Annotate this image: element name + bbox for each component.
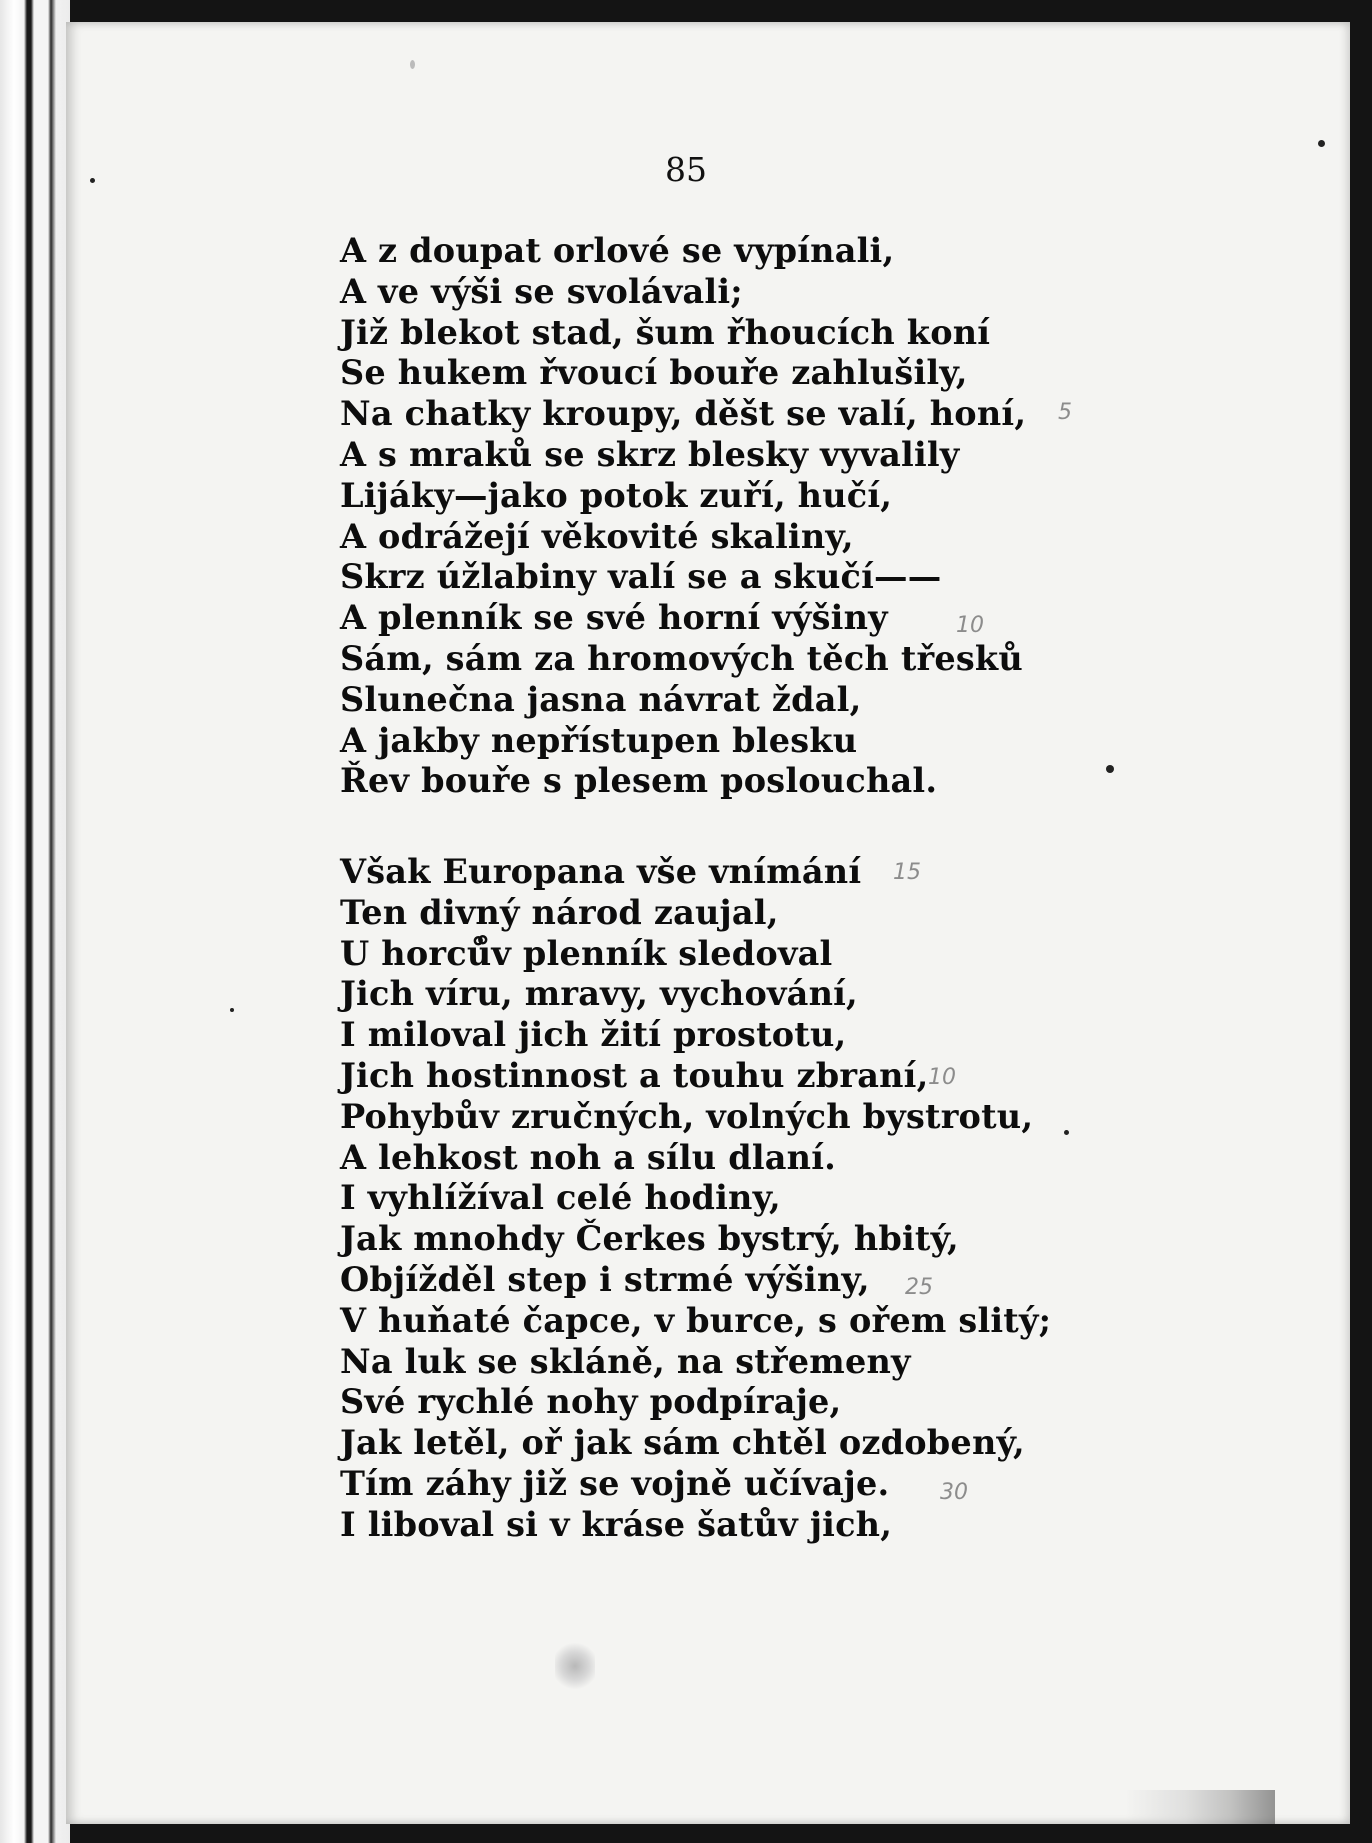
paper-stain — [555, 1642, 595, 1690]
poem-line: Své rychlé nohy podpíraje, — [340, 1382, 842, 1422]
poem-line: Jich víru, mravy, vychování, — [340, 974, 858, 1014]
poem-line: A odrážejí věkovité skaliny, — [340, 516, 854, 556]
ink-speck — [410, 60, 415, 69]
poem-line: Na chatky kroupy, děšt se valí, honí, — [340, 394, 1027, 434]
poem-line: Jak letěl, oř jak sám chtěl ozdobený, — [340, 1423, 1025, 1463]
poem-line: Se hukem řvoucí bouře zahlušily, — [340, 353, 968, 393]
ink-speck — [1318, 140, 1325, 147]
page-number: 85 — [665, 150, 707, 189]
poem-line: U horců̊v plenník sledoval — [340, 933, 833, 973]
poem-line: Ten divný národ zaujal, — [340, 892, 779, 932]
poem-line: Sám, sám za hromových těch třesků — [340, 638, 1023, 678]
margin-line-number: 25 — [905, 1275, 933, 1300]
poem-line: Jich hostinnost a touhu zbraní, — [340, 1055, 929, 1095]
poem-line: Skrz úžlabiny valí se a skučí—— — [340, 557, 942, 597]
margin-line-number: 10 — [928, 1065, 956, 1090]
poem-line: Na luk se skláně, na střemeny — [340, 1341, 911, 1381]
poem-line: Slunečna jasna návrat ždal, — [340, 679, 862, 719]
poem-line: A lehkost noh a sílu dlaní. — [340, 1137, 837, 1177]
poem-line: V huňaté čapce, v burce, s ořem slitý; — [340, 1300, 1052, 1340]
poem-line: A s mraků se skrz blesky vyvalily — [340, 434, 960, 474]
poem-line: Objížděl step i strmé výšiny, — [340, 1259, 870, 1299]
poem-line: A ve výši se svolávali; — [340, 271, 743, 311]
book-binding-edge — [0, 0, 70, 1843]
stanza-2 — [340, 852, 1051, 1546]
poem-line: A plenník se své horní výšiny — [340, 598, 888, 638]
margin-line-number: 15 — [893, 860, 921, 885]
poem-line: Řev bouře s plesem poslouchal. — [340, 761, 938, 801]
poem-line: Jak mnohdy Čerkes bystrý, hbitý, — [340, 1219, 959, 1259]
margin-line-number: 10 — [956, 613, 984, 638]
stanza-1 — [340, 231, 1026, 802]
ink-speck — [1064, 1130, 1069, 1135]
margin-line-number: 5 — [1058, 400, 1072, 425]
poem-line: Lijáky—jako potok zuří, hučí, — [340, 475, 893, 515]
poem-line: A jakby nepřístupen blesku — [340, 720, 858, 760]
poem-line: I vyhlížíval celé hodiny, — [340, 1178, 781, 1218]
page-corner-wear — [1125, 1790, 1275, 1824]
poem-line: Však Europana vše vnímání — [340, 852, 862, 891]
poem-line: A z doupat orlové se vypínali, — [340, 231, 895, 270]
poem-line: Již blekot stad, šum řhoucích koní — [340, 312, 991, 352]
poem-line: Pohybův zručných, volných bystrotu, — [340, 1096, 1034, 1136]
poem-line: I miloval jich žití prostotu, — [340, 1015, 847, 1055]
ink-speck — [1106, 765, 1114, 773]
poem-line: Tím záhy již se vojně učívaje. — [340, 1463, 890, 1503]
ink-speck — [90, 178, 95, 183]
poem-line: I liboval si v kráse šatův jich, — [340, 1504, 893, 1544]
margin-line-number: 30 — [940, 1480, 968, 1505]
ink-speck — [230, 1008, 234, 1012]
